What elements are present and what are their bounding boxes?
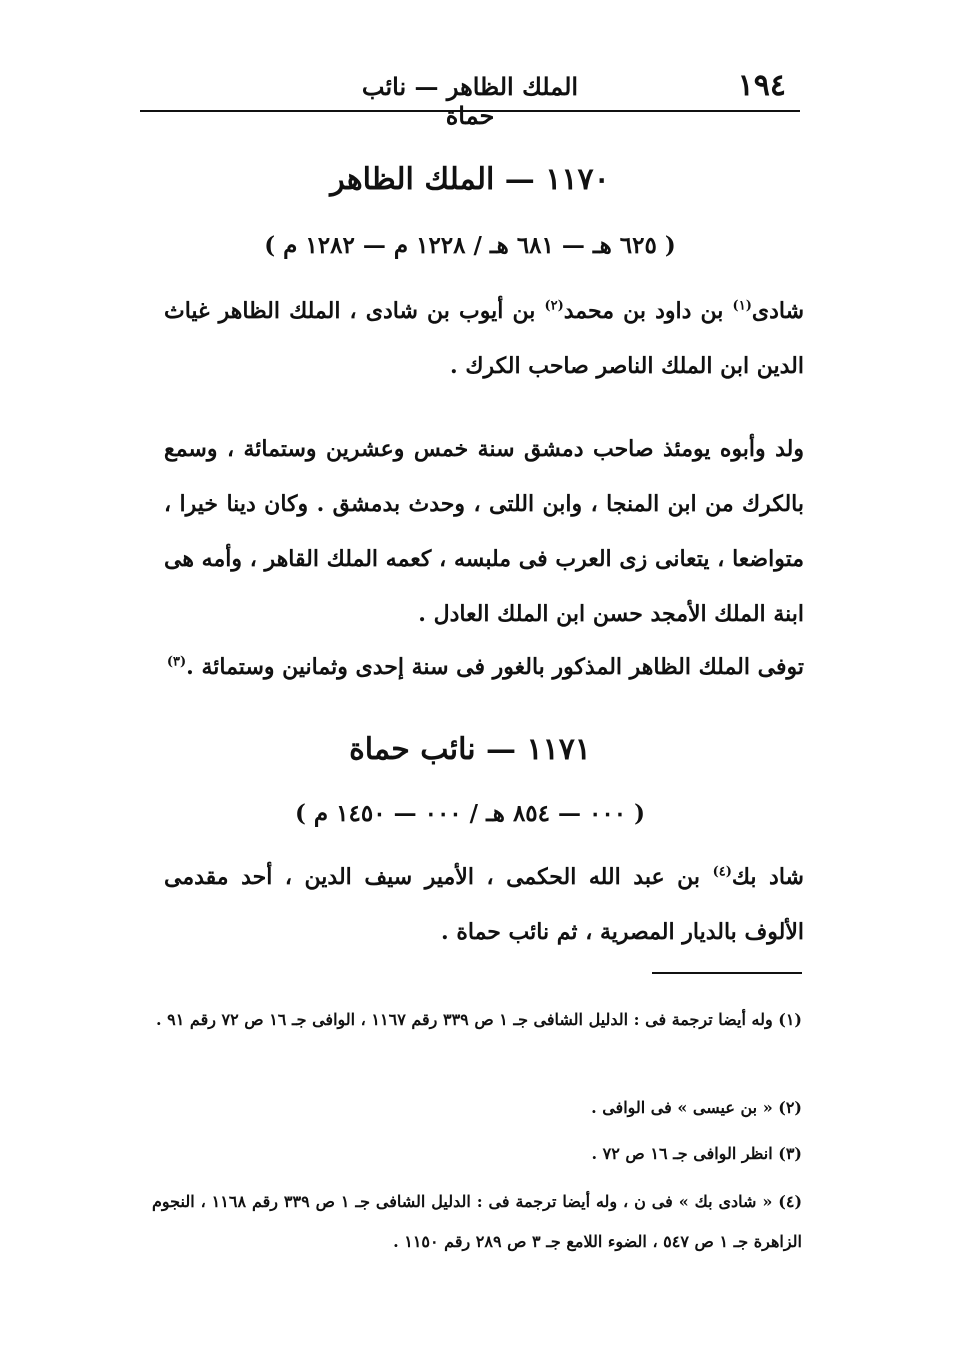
footnote: (٢) « بن عيسى » فى الوافى . [591,1098,802,1117]
entry-title: ١١٧٠ — الملك الظاهر [330,162,610,197]
paragraph-text: توفى الملك الظاهر المذكور بالغور فى سنة إحدى وثمانين وستمائة . [186,654,804,680]
paragraph-text: بن داود بن محمد [563,298,724,324]
entry-title: ١١٧١ — نائب حماة [349,732,591,767]
footnote-reference: (٤) [712,864,732,880]
footnote-reference: (٢) [544,298,564,314]
page-header [140,60,800,130]
running-title: الملك الظاهر — نائب حماة [361,72,579,130]
footnote-reference: (٣) [166,654,187,670]
entry-paragraph [164,640,804,695]
footnote-reference: (١) [732,298,752,314]
paragraph-text: بن عبد الله الحكمى ، الأمير سيف الدين ، أحد مقدمى الألوف بالديار المصرية ، ثم نائب حماة . [164,864,804,945]
footnote: (٤) « شادى بك » فى ن ، وله أيضا ترجمة فى : الدليل الشافى جـ ١ ص ٣٣٩ رقم ١١٦٨ ، النجوم الزاهرة جـ ١ ص ٥٤٧ ، الضوء اللامع جـ ٣ ص ٢٨٩ رقم ١١٥٠ . [152,1192,803,1251]
footnote-divider [652,972,802,974]
page-number: ١٩٤ [737,68,786,103]
footnote: (١) وله أيضا ترجمة فى : الدليل الشافى جـ ١ ص ٣٣٩ رقم ١١٦٧ ، الوافى جـ ١٦ ص ٧٢ رقم ٩١ . [156,1010,802,1029]
entry-paragraph [164,850,804,960]
footnote: (٣) انظر الوافى جـ ١٦ ص ٧٢ . [591,1144,802,1163]
entry-paragraph [164,284,804,394]
paragraph-text: شاد بك [731,864,804,890]
paragraph-text: شادى [751,298,804,324]
entry-dates: ( ٠٠٠ — ٨٥٤ هـ / ٠٠٠ — ١٤٥٠ م ) [295,800,645,827]
paragraph-text: بن أيوب بن شادى ، الملك الظاهر غياث الدين ابن الملك الناصر صاحب الكرك . [164,298,804,379]
entry-dates: ( ٦٢٥ هـ — ٦٨١ هـ / ١٢٢٨ م — ١٢٨٢ م ) [264,232,676,259]
entry-paragraph: ولد وأبوه يومئذ صاحب دمشق سنة خمس وعشرين وستمائة ، وسمع بالكرك من ابن المنجا ، وابن اللتى ، وحدث بدمشق . وكان دينا خيرا ، متواضعا ، يتعانى زى العرب فى ملبسه ، كعمه الملك القاهر ، وأمه هى ابنة الملك الأمجد حسن ابن الملك العادل . [164,436,804,627]
